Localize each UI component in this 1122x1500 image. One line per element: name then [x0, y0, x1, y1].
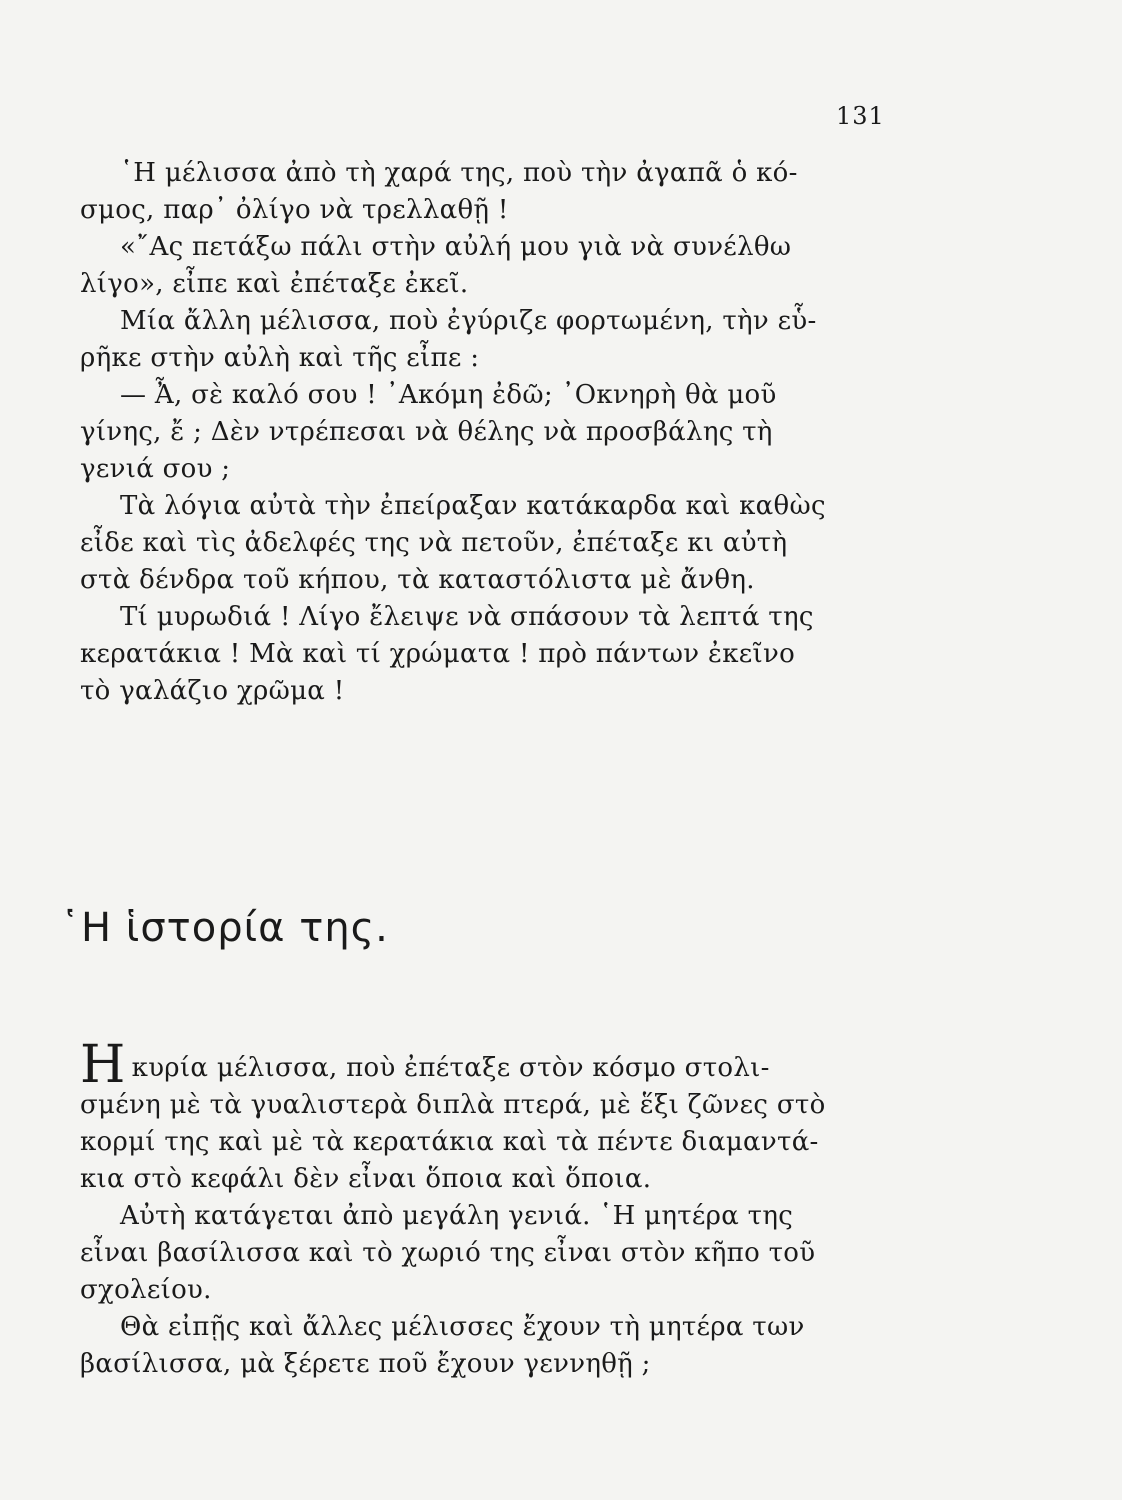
section-heading: ῾Η ἱστορία της.	[60, 905, 389, 951]
text-line: γίνης, ἔ ; Δὲν ντρέπεσαι νὰ θέλης νὰ προσβάλης τὴ	[80, 417, 773, 447]
text-line	[80, 1035, 880, 1095]
text-line: ρῆκε στὴν αὐλὴ καὶ τῆς εἶπε :	[80, 343, 480, 373]
text-line: σχολείου.	[80, 1275, 212, 1305]
text-line: — Ἆ, σὲ καλό σου ! ᾿Ακόμη ἐδῶ; ᾿Οκνηρὴ θὰ μοῦ	[120, 380, 777, 410]
text-line: τὸ γαλάζιο χρῶμα !	[80, 676, 345, 706]
text-line: λίγο», εἶπε καὶ ἐπέταξε ἐκεῖ.	[80, 269, 469, 299]
page-number: 131	[836, 102, 885, 130]
text-line: κια στὸ κεφάλι δὲν εἶναι ὅποια καὶ ὅποια.	[80, 1164, 652, 1194]
text-line: εἶναι βασίλισσα καὶ τὸ χωριό της εἶναι στὸν κῆπο τοῦ	[80, 1238, 816, 1268]
text-line: σμος, παρ᾿ ὀλίγο νὰ τρελλαθῇ !	[80, 195, 509, 225]
text-line: Τὰ λόγια αὐτὰ τὴν ἐπείραξαν κατάκαρδα καὶ καθὼς	[120, 491, 826, 521]
text-line: Μία ἄλλη μέλισσα, ποὺ ἐγύριζε φορτωμένη, τὴν εὗ-	[120, 306, 817, 336]
story-text-part-2	[80, 1035, 880, 1383]
text-line: γενιά σου ;	[80, 454, 231, 484]
text-line: κερατάκια ! Μὰ καὶ τί χρώματα ! πρὸ πάντων ἐκεῖνο	[80, 639, 796, 669]
text-line: Αὐτὴ κατάγεται ἀπὸ μεγάλη γενιά. ῾Η μητέρα της	[120, 1201, 794, 1231]
drop-cap: Η	[80, 1035, 126, 1095]
text-line: Τί μυρωδιά ! Λίγο ἔλειψε νὰ σπάσουν τὰ λεπτά της	[120, 602, 814, 632]
text-line: «῎Ας πετάξω πάλι στὴν αὐλή μου γιὰ νὰ συνέλθω	[120, 232, 792, 262]
text-line: κορμί της καὶ μὲ τὰ κερατάκια καὶ τὰ πέντε διαμαντά-	[80, 1127, 819, 1157]
text-line: ῾Η μέλισσα ἀπὸ τὴ χαρά της, ποὺ τὴν ἀγαπᾶ ὁ κό-	[120, 158, 798, 188]
text-line: στὰ δένδρα τοῦ κήπου, τὰ καταστόλιστα μὲ ἄνθη.	[80, 565, 755, 595]
story-text-part-1	[80, 155, 880, 710]
text-line: βασίλισσα, μὰ ξέρετε ποῦ ἔχουν γεννηθῇ ;	[80, 1349, 651, 1379]
text-line: Θὰ εἰπῇς καὶ ἄλλες μέλισσες ἔχουν τὴ μητέρα των	[120, 1312, 805, 1342]
text-line: σμένη μὲ τὰ γυαλιστερὰ διπλὰ πτερά, μὲ ἕξι ζῶνες στὸ	[80, 1090, 826, 1120]
first-line-text: κυρία μέλισσα, ποὺ ἐπέταξε στὸν κόσμο στολι-	[131, 1053, 770, 1083]
text-line: εἶδε καὶ τὶς ἀδελφές της νὰ πετοῦν, ἐπέταξε κι αὐτὴ	[80, 528, 788, 558]
